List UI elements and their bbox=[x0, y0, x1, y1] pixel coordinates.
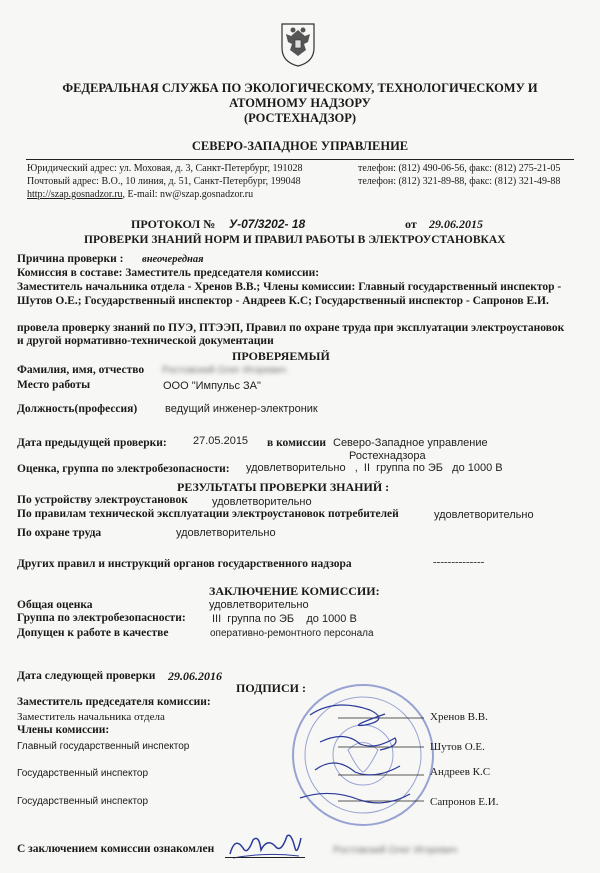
result-3-value: удовлетворительно bbox=[176, 527, 276, 539]
admit-label: Допущен к работе в качестве bbox=[17, 627, 169, 639]
prev-commission-label: в комиссии bbox=[267, 437, 327, 449]
overall-value: удовлетворительно bbox=[209, 599, 309, 611]
position-value: ведущий инженер-электроник bbox=[165, 403, 318, 415]
overall-label: Общая оценка bbox=[17, 599, 93, 611]
prev-grade-value: удовлетворительно , II группа по ЭБ до 1000 В bbox=[246, 462, 503, 474]
inspector-1-role: Государственный инспектор bbox=[17, 768, 149, 779]
phone-line-1: телефон: (812) 490-06-56, факс: (812) 275-21-05 bbox=[358, 163, 561, 174]
examinee-heading: ПРОВЕРЯЕМЫЙ bbox=[232, 349, 330, 363]
web-email-line bbox=[27, 189, 253, 200]
prev-grade-label: Оценка, группа по электробезопасности: bbox=[17, 463, 230, 475]
prev-date-label: Дата предыдущей проверки: bbox=[17, 437, 167, 449]
postal-address: Почтовый адрес: В.О., 10 линия, д. 51, Санкт-Петербург, 199048 bbox=[27, 176, 301, 187]
commission-line-3: Шутов О.Е.; Государственный инспектор - Андреев К.С; Государственный инспектор - Сапронов Е.И. bbox=[17, 295, 549, 307]
ack-signature-line bbox=[225, 857, 305, 858]
results-heading: РЕЗУЛЬТАТЫ ПРОВЕРКИ ЗНАНИЙ : bbox=[177, 480, 390, 494]
next-date-value: 29.06.2016 bbox=[168, 669, 222, 683]
signer-name-1: Хренов В.В. bbox=[430, 711, 488, 723]
workplace-label: Место работы bbox=[17, 379, 91, 391]
org-name-line2: АТОМНОМУ НАДЗОРУ bbox=[229, 96, 371, 110]
admit-value: оперативно-ремонтного персонала bbox=[210, 628, 374, 639]
name-value: Ростовский Олег Игоревич bbox=[162, 365, 287, 376]
protocol-number: У-07/3202- 18 bbox=[229, 217, 306, 231]
result-4-value: -------------- bbox=[433, 556, 485, 568]
check-scope-line-2: и другой нормативно-технической документации bbox=[17, 335, 274, 347]
ack-label: С заключением комиссии ознакомлен bbox=[17, 843, 215, 855]
department-name: СЕВЕРО-ЗАПАДНОЕ УПРАВЛЕНИЕ bbox=[191, 139, 409, 153]
legal-address: Юридический адрес: ул. Моховая, д. 3, Санкт-Петербург, 191028 bbox=[27, 163, 303, 174]
commission-line-1: Комиссия в составе: Заместитель председателя комиссии: bbox=[17, 267, 320, 279]
email-text: , E-mail: nw@szap.gosnadzor.ru bbox=[122, 189, 254, 200]
coat-of-arms-icon bbox=[276, 20, 320, 68]
conclusion-heading: ЗАКЛЮЧЕНИЕ КОМИССИИ: bbox=[209, 584, 380, 598]
members-label: Члены комиссии: bbox=[17, 724, 110, 736]
website-link[interactable]: http://szap.gosnadzor.ru bbox=[27, 189, 123, 200]
check-scope-line-1: провела проверку знаний по ПУЭ, ПТЭЭП, Правил по охране труда при эксплуатации электроустановок bbox=[17, 322, 565, 334]
signer-name-2: Шутов О.Е. bbox=[430, 741, 485, 753]
result-1-label: По устройству электроустановок bbox=[17, 494, 188, 506]
name-label: Фамилия, имя, отчество bbox=[17, 364, 145, 376]
org-name-line3: (РОСТЕХНАДЗОР) bbox=[243, 111, 357, 125]
phone-line-2: телефон: (812) 321-89-88, факс: (812) 321-49-88 bbox=[358, 176, 561, 187]
result-4-label: Других правил и инструкций органов государственного надзора bbox=[17, 558, 352, 570]
signer-name-3: Андреев К.С bbox=[430, 766, 491, 778]
protocol-title: ПРОВЕРКИ ЗНАНИЙ НОРМ И ПРАВИЛ РАБОТЫ В ЭЛЕКТРОУСТАНОВКАХ bbox=[84, 234, 506, 246]
ack-name: Ростовский Олег Игоревич bbox=[333, 845, 458, 856]
result-2-label: По правилам технической эксплуатации электроустановок потребителей bbox=[17, 508, 399, 520]
prev-commission-value-2: Ростехнадзора bbox=[349, 450, 426, 462]
reason-value: внеочередная bbox=[142, 254, 204, 265]
position-label: Должность(профессия) bbox=[17, 403, 138, 415]
signature-lines bbox=[290, 700, 430, 810]
result-1-value: удовлетворительно bbox=[212, 496, 312, 508]
commission-line-2: Заместитель начальника отдела - Хренов В.В.; Члены комиссии: Главный государственный инспектор - bbox=[17, 281, 562, 293]
protocol-date: 29.06.2015 bbox=[429, 217, 483, 231]
org-name-line1: ФЕДЕРАЛЬНАЯ СЛУЖБА ПО ЭКОЛОГИЧЕСКОМУ, ТЕХНОЛОГИЧЕСКОМУ И bbox=[62, 81, 538, 95]
group-value: III группа по ЭБ до 1000 В bbox=[212, 613, 357, 625]
prev-commission-value-1: Северо-Западное управление bbox=[333, 437, 488, 449]
deputy-role: Заместитель начальника отдела bbox=[17, 711, 165, 723]
group-label: Группа по электробезопасности: bbox=[17, 612, 186, 624]
protocol-label: ПРОТОКОЛ № bbox=[131, 217, 216, 231]
result-3-label: По охране труда bbox=[17, 527, 102, 539]
next-date-label: Дата следующей проверки bbox=[17, 670, 156, 682]
inspector-2-role: Государственный инспектор bbox=[17, 796, 149, 807]
chief-inspector-role: Главный государственный инспектор bbox=[17, 741, 190, 752]
workplace-value: ООО "Импульс ЗА" bbox=[163, 380, 261, 392]
reason-label: Причина проверки : bbox=[17, 253, 124, 265]
examinee-signature bbox=[225, 826, 305, 866]
deputy-label: Заместитель председателя комиссии: bbox=[17, 696, 211, 708]
prev-date-value: 27.05.2015 bbox=[193, 435, 249, 447]
signatures-heading: ПОДПИСИ : bbox=[236, 681, 306, 695]
header-divider bbox=[26, 159, 574, 160]
signer-name-4: Сапронов Е.И. bbox=[430, 796, 499, 808]
protocol-date-label: от bbox=[405, 217, 417, 231]
result-2-value: удовлетворительно bbox=[434, 509, 534, 521]
